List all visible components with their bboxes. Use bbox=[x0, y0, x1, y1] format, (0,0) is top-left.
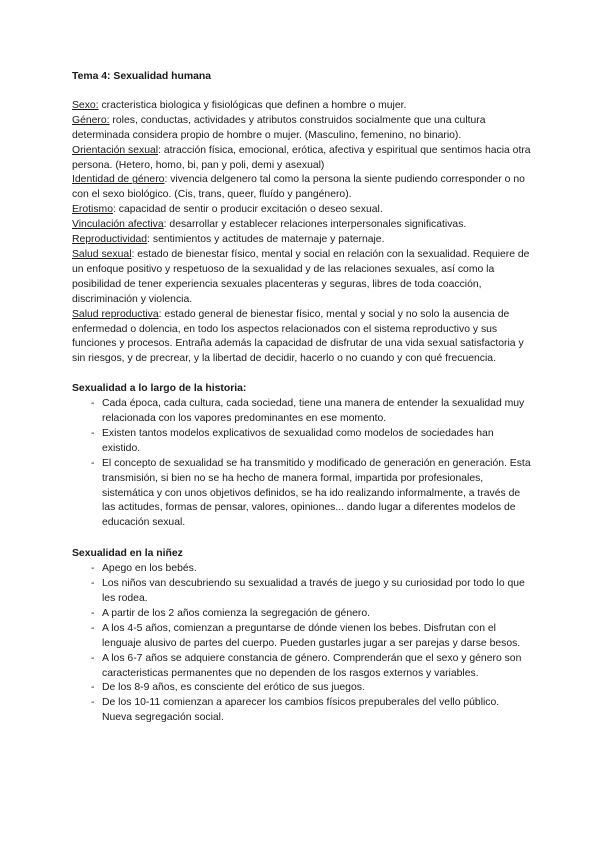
history-title-text: Sexualidad a lo largo de la historia bbox=[72, 383, 243, 395]
history-section-title bbox=[72, 382, 532, 397]
definition-salud-sexual bbox=[72, 248, 532, 308]
definition-text: : capacidad de sentir o producir excitación o deseo sexual. bbox=[113, 204, 383, 216]
definition-term: Erotismo bbox=[72, 204, 113, 216]
history-list bbox=[72, 397, 532, 531]
document-page bbox=[72, 70, 532, 726]
definitions-list bbox=[72, 99, 532, 367]
definition-erotismo bbox=[72, 203, 532, 218]
list-item bbox=[72, 457, 532, 532]
dash-bullet: - bbox=[91, 398, 95, 410]
list-item-text: A los 6-7 años se adquiere constancia de género. Comprenderán que el sexo y género son caracteristicas permanentes que no dependen de los rasgos externos y variables. bbox=[102, 652, 522, 679]
list-item-text: De los 8-9 años, es consciente del erótico de sus juegos. bbox=[102, 682, 365, 694]
list-item bbox=[72, 397, 532, 427]
childhood-section-title: Sexualidad en la niñez bbox=[72, 548, 183, 560]
dash-bullet: - bbox=[91, 652, 95, 664]
dash-bullet: - bbox=[91, 563, 95, 575]
list-item bbox=[72, 607, 532, 622]
definition-term: Salud sexual bbox=[72, 248, 132, 260]
list-item bbox=[72, 681, 532, 696]
definition-text: : desarrollar y establecer relaciones interpersonales significativas. bbox=[163, 219, 467, 231]
dash-bullet: - bbox=[91, 427, 95, 439]
definition-identidad-de-genero bbox=[72, 173, 532, 203]
list-item bbox=[72, 652, 532, 682]
list-item bbox=[72, 696, 532, 726]
definition-salud-reproductiva bbox=[72, 308, 532, 368]
dash-bullet: - bbox=[91, 607, 95, 619]
definition-term: Identidad de género bbox=[72, 174, 165, 186]
list-item-text: Apego en los bebés. bbox=[102, 563, 197, 575]
definition-sexo bbox=[72, 99, 532, 114]
history-title-suffix: : bbox=[242, 383, 247, 395]
list-item bbox=[72, 622, 532, 652]
list-item-text: A partir de los 2 años comienza la segregación de género. bbox=[102, 607, 371, 619]
dash-bullet: - bbox=[91, 682, 95, 694]
definition-term: Sexo: bbox=[72, 99, 99, 111]
definition-text: : sentimientos y actitudes de maternaje y paternaje. bbox=[147, 234, 385, 246]
definition-text: : estado de bienestar físico, mental y social en relación con la sexualidad. Requiere de un enfoque positivo y respetuoso de la sexualidad y de las relaciones sexuales, así como la posibilidad de tener experiencia sexuales placenteras y seguras, libres de toda coacción, discriminación y violencia. bbox=[72, 248, 530, 305]
dash-bullet: - bbox=[91, 622, 95, 634]
definition-term: Género: bbox=[72, 114, 110, 126]
list-item-text: Los niños van descubriendo su sexualidad a través de juego y su curiosidad por todo lo que les rodea. bbox=[102, 578, 525, 604]
dash-bullet: - bbox=[91, 578, 95, 590]
childhood-list bbox=[72, 562, 532, 726]
definition-orientacion-sexual bbox=[72, 144, 532, 174]
definition-text: cracteristica biologica y fisiológicas que definen a hombre o mujer. bbox=[98, 99, 407, 111]
list-item-text: El concepto de sexualidad se ha transmitido y modificado de generación en generación. Esta transmisión, si bien no se ha hecho de manera formal, impartida por profesionales, sistemática y con unos objetivos definidos, se ha ido realizando informalmente, a través de las actitudes, formas de pensar, valores, opiniones... dando lugar a diferentes modelos de educación sexual. bbox=[102, 457, 531, 529]
list-item-text: Existen tantos modelos explicativos de sexualidad como modelos de sociedades han existido. bbox=[102, 427, 494, 454]
definition-genero bbox=[72, 114, 532, 144]
list-item-text: Cada época, cada cultura, cada sociedad, tiene una manera de entender la sexualidad muy relacionada con los vapores predominantes en ese momento. bbox=[102, 398, 525, 425]
definition-reproductividad bbox=[72, 233, 532, 248]
page-title: Tema 4: Sexualidad humana bbox=[72, 71, 211, 82]
dash-bullet: - bbox=[91, 457, 95, 469]
dash-bullet: - bbox=[91, 697, 95, 709]
list-item bbox=[72, 427, 532, 457]
list-item-text: De los 10-11 comienzan a aparecer los cambios físicos prepuberales del vello público. Nueva segregación social. bbox=[102, 697, 500, 724]
definition-vinculacion-afectiva bbox=[72, 218, 532, 233]
list-item-text: A los 4-5 años, comienzan a preguntarse de dónde vienen los bebes. Disfrutan con el lenguaje alusivo de partes del cuerpo. Pueden gustarles jugar a ser parejas y darse besos. bbox=[102, 622, 521, 649]
definition-term: Orientación sexual bbox=[72, 144, 159, 156]
definition-text: roles, conductas, actividades y atributos construidos socialmente que una cultura determinada considera propio de hombre o mujer. (Masculino, femenino, no binario). bbox=[72, 114, 486, 141]
definition-term: Salud reproductiva bbox=[72, 308, 159, 320]
definition-text: : estado general de bienestar físico, mental y social y no solo la ausencia de enfermedad o dolencia, en todo los aspectos relacionados con el sistema reproductivo y sus funciones y procesos. Entraña además la capacidad de disfrutar de una vida sexual satisfactoria y sin riesgos, y de precrear, y la libertad de decidir, hacerlo o no cuando y con qué frecuencia. bbox=[72, 308, 524, 365]
definition-term: Reproductividad bbox=[72, 234, 148, 246]
definition-text: : atracción física, emocional, erótica, afectiva y espiritual que sentimos hacia otra persona. (Hetero, homo, bi, pan y poli, demi y asexual) bbox=[72, 144, 531, 171]
definition-term: Vinculación afectiva bbox=[72, 219, 164, 231]
list-item bbox=[72, 562, 532, 577]
list-item bbox=[72, 577, 532, 607]
definition-text: : vivencia delgenero tal como la persona la siente pudiendo corresponder o no con el sexo biológico. (Cis, trans, queer, fluído y pangénero). bbox=[72, 174, 525, 201]
